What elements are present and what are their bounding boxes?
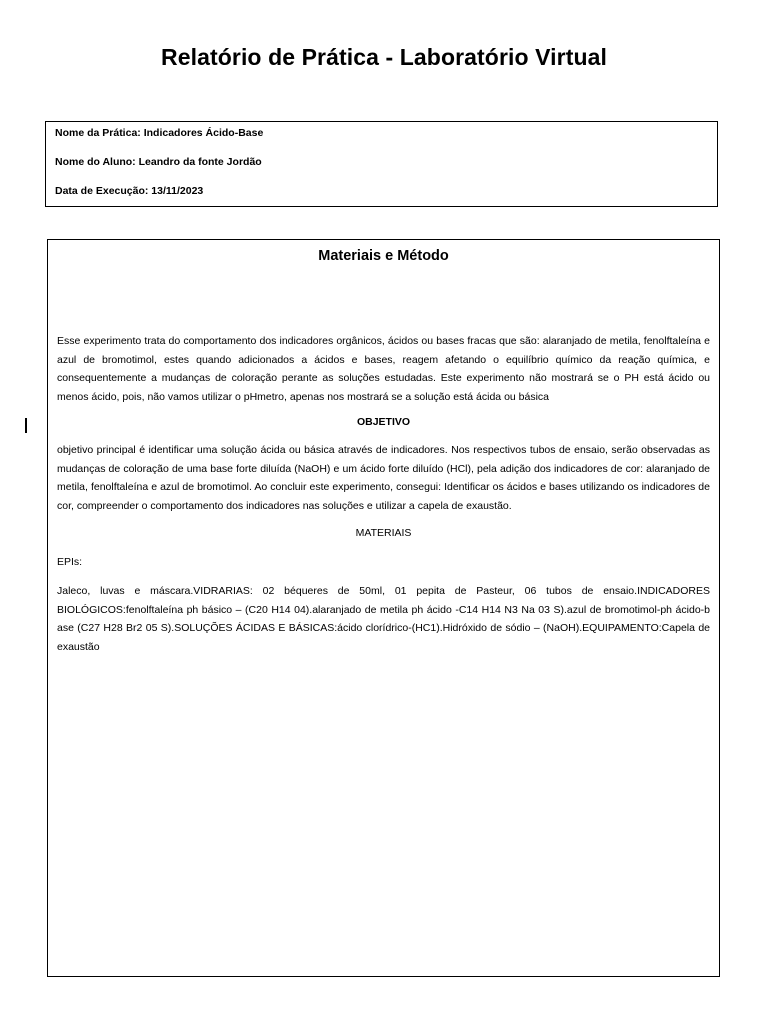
student-name: Nome do Aluno: Leandro da fonte Jordão: [55, 156, 262, 168]
materials-methods-box: [47, 239, 720, 977]
objective-heading: OBJETIVO: [356, 416, 411, 428]
document-title: Relatório de Prática - Laboratório Virtual: [161, 44, 607, 70]
materials-paragraph: Jaleco, luvas e máscara.VIDRARIAS: 02 béqueres de 50ml, 01 pepita de Pasteur, 06 tubos de ensaio.INDICADORES BIOLÓGICOS:fenolftaleína ph básico – (C20 H14 04).alaranjado de metila ph ácido -C14 H14 N3 Na 03 S).azul de bromotimol-ph ácido-b ase (C27 H28 Br2 05 S).SOLUÇÕES ÁCIDAS E BÁSICAS:ácido clorídrico-(HC1).Hidróxido de sódio – (NaOH).EQUIPAMENTO:Capela de exaustão: [57, 585, 710, 653]
execution-date: Data de Execução: 13/11/2023: [55, 185, 204, 197]
practice-info-box: [45, 121, 718, 207]
text-cursor: [25, 418, 27, 433]
materials-heading: MATERIAIS: [355, 527, 412, 539]
intro-paragraph: Esse experimento trata do comportamento dos indicadores orgânicos, ácidos ou bases fracas que são: alaranjado de metila, fenolftaleína e azul de bromotimol, estes quando adicionados a ácidos e bases, reagem afetando o equilíbrio químico da reação química, e consequentemente a mudanças de coloração perante as soluções estudadas. Este experimento não mostrará se o PH está ácido ou menos ácido, pois, não vamos utilizar o pHmetro, apenas nos mostrará se a solução está ácida ou básica: [57, 335, 710, 403]
epis-label: EPIs:: [57, 556, 83, 568]
section-title: Materiais e Método: [318, 248, 449, 264]
objective-paragraph: objetivo principal é identificar uma solução ácida ou básica através de indicadores. Nos respectivos tubos de ensaio, serão observadas as mudanças de coloração de uma base forte diluída (NaOH) e um ácido forte diluído (HCl), pela adição dos indicadores de cor: alaranjado de metila, fenolftaleína e azul de bromotimol. Ao concluir este experimento, consegui: Identificar os ácidos e bases utilizando os indicadores de cor, compreender o comportamento dos indicadores nas soluções e utilizar a capela de exaustão.: [57, 444, 710, 512]
practice-name: Nome da Prática: Indicadores Ácido-Base: [55, 127, 264, 139]
